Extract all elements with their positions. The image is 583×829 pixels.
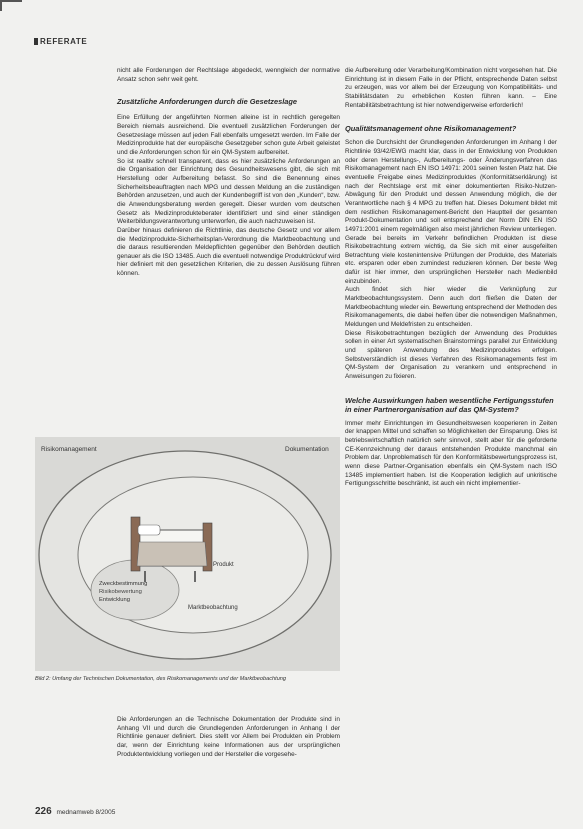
paragraph: Immer mehr Einrichtungen im Gesundheitswesen kooperieren in Zeiten der knappen Mittel und schaffen so Möglichkeiten der Einsparung. Dies ist betriebswirtschaftlich natürlich sehr sinnvoll, stellt aber für die geforderte CE-Kennzeichnung der daraus entstehenden Produkte manchmal ein Problem dar. Unproblematisch für den Konformitätsbewertungsprozess ist, wenn diese Partner-Organisation ebenfalls ein QM-System nach ISO 13485 implementiert haben. Ist die Kooperation lediglich auf unkritische Fertigungsschritte beschränkt, ist auch ein nicht implementier-: [345, 419, 557, 488]
figure-svg: [35, 437, 340, 671]
paragraph: Eine Erfüllung der angeführten Normen alleine ist in rechtlich geregelten Bereich niemals ausreichend. Die eventuell zusätzlichen Forderungen der Gesetzeslage müssen auf jeden Fall ebenfalls umgesetzt werden. Im Falle der Medizinprodukte hat der europäische Gesetzgeber schon gute Arbeit geleistet und die Anforderungen schon für ein QM-System aufbereitet.: [117, 114, 340, 156]
product-label: Produkt: [213, 562, 234, 568]
figure-caption: Bild 2: Umfang der Technischen Dokumentation, des Risikomanagements und der Marktbeobachtung: [35, 676, 287, 682]
risk-management-label: Risikomanagement: [41, 446, 97, 453]
paragraph: die Aufbereitung oder Verarbeitung/Kombination nicht vorgesehen hat. Die Einrichtung ist in diesem Falle in der Pflicht, entsprechende Daten selbst zu erzeugen, was vor allem bei der Erzeugung von Kompatibilitäts- und Stabilitätsdaten zu erheblichen Kosten führen kann. – Eine Rentabilitätsbetrachtung ist hier notwendigerweise erforderlich!: [345, 67, 557, 109]
page-footer: [35, 806, 115, 817]
page-number: 226: [35, 806, 52, 817]
development-label-1: Zweckbestimmung: [99, 581, 148, 587]
development-label-3: Entwicklung: [99, 597, 130, 603]
paragraph: Gerade bei bereits im Verkehr befindlichen Produkten ist diese Risikobetrachtung extrem wichtig, da Sie sich mit einer ausgefeilten Betrachtung viele kostenintensive Prüfungen der Produkte, des Materials etc. ersparen oder eben zumindest reduzieren können. Der beste Weg dafür ist hier immer, den ursprünglichen Hersteller nach Medienbild einzubinden.: [345, 234, 557, 285]
section-marker: [34, 38, 38, 45]
paragraph: Schon die Durchsicht der Grundlegenden Anforderungen im Anhang I der Richtlinie 93/42/EWG macht klar, dass in der Entwicklung von Produkten oder deren Herstellungs-, Aufbereitungs- oder Änderungsverfahren das Risikomanagement nach EN ISO 14971: 2001 seinen festen Platz hat. Die eventuelle Freigabe eines Medizinproduktes (Konformitätserklärung) ist nach der Rechtslage erst mit einer dokumentierten Risiko-Nutzen-Abwägung für den Produkt und dessen Anwendung möglich, die der Verantwortliche nach § 4 MPG zu treffen hat. Dieses Dokument bildet mit dem restlichen Risikomanagement-Bericht den Hauptteil der gesamten Produkt-Dokumentation und soll entsprechend der Norm DIN EN ISO 14971:2001 einem regelmäßigen also meist jährlichen Review unterliegen.: [345, 139, 557, 233]
section-label-text: REFERATE: [40, 37, 88, 46]
corner-crop-mark: [0, 0, 22, 11]
left-column-bottom: [117, 716, 340, 759]
section-heading: Qualitätsmanagement ohne Risikomanagement?: [345, 124, 517, 134]
paragraph: nicht alle Forderungen der Rechtslage abgedeckt, wenngleich der normative Ansatz schon sehr weit geht.: [117, 67, 340, 83]
paragraph: Darüber hinaus definieren die Richtlinie, das deutsche Gesetz und vor allem die Medizinprodukte-Sicherheitsplan-Verordnung die Marktbeobachtung und die daraus resultierenden Meldepflichten gegenüber den Behörden deutlich genauer als die ISO 13485. Auch die eventuell notwendige Produktrückruf wird hier definiert mit den gesetzlichen Kriterien, die zu dessen Auslösung führen können.: [117, 226, 340, 278]
development-label-2: Risikobewertung: [99, 589, 142, 595]
paragraph: Die Anforderungen an die Technische Dokumentation der Produkte sind in Anhang VII und durch die Grundlegenden Anforderungen in Anhang I der Richtlinie genauer definiert. Dies stellt vor Allem bei Produkten ein Problem dar, wenn der Einrichtung keine Informationen aus der ursprünglichen Produktentwicklung vorliegen und der Hersteller die vorgesehe-: [117, 716, 340, 758]
paragraph: Diese Risikobetrachtungen bezüglich der Anwendung des Produktes sollen in einer Art systematischen Brainstormings parallel zur Entwicklung und späteren Anwendung des Medizinproduktes erfolgen. Selbstverständlich ist dieses Verfahren des Risikomanagements fest im QM-System der Organisation zu verankern und entsprechend in Anweisungen zu fixieren.: [345, 329, 557, 380]
section-heading: Zusätzliche Anforderungen durch die Gesetzeslage: [117, 97, 298, 107]
market-observation-label: Marktbeobachtung: [188, 605, 238, 611]
right-column: [345, 67, 557, 489]
section-label: [34, 37, 87, 46]
paragraph: So ist realtiv schnell transparent, dass es hier zusätzliche Anforderungen an die Organisation der Einrichtung des Gesundheitswesens gibt, die sich mit Herstellung oder Aufbereitung befasst. So sind die Benennung eines Sicherheitsbeauftragten nach MPG und dessen Meldung an die zuständigen Behörden anzusetzen, und auch der Kundenbegriff ist von den „Kunden“, bzw. die Anwendungsberatung werden geregelt. Dieser wurden vom deutschen Gesetz als Medizinprodukteberater identifiziert und sind einer ständigen Weiterbildungsverantwortung unterworfen, die auch nachzuweisen ist.: [117, 157, 340, 226]
left-column-top: [117, 67, 340, 279]
section-heading: Welche Auswirkungen haben wesentliche Fertigungsstufen in einer Partnerorganisation auf das QM-System?: [345, 395, 554, 414]
documentation-label: Dokumentation: [285, 446, 329, 453]
figure-diagram: [35, 437, 340, 671]
journal-issue: mednamweb 8/2005: [56, 809, 116, 816]
paragraph: Auch findet sich hier wieder die Verknüpfung zur Marktbeobachtungssystem. Denn auch dort fließen die Daten der Marktbeobachtung wieder ein. Bewertung entsprechend der Methoden des Risikomanagements, die dabei helfen über die notwendigen Maßnahmen, Meldungen und Meldefristen zu entscheiden.: [345, 286, 557, 329]
